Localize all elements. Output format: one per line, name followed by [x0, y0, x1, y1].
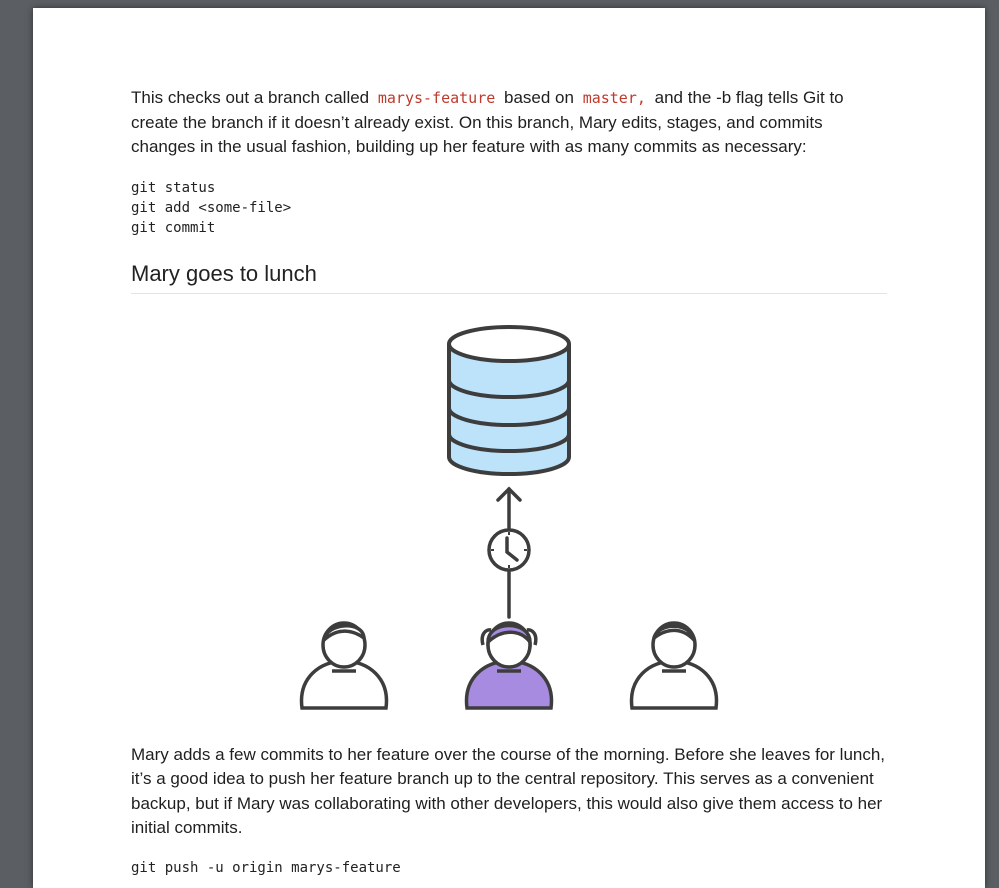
- lunch-paragraph: Mary adds a few commits to her feature over the course of the morning. Before she leaves for lunch, it’s a good idea to push her feature branch up to the central repository. This serves as a convenient backup, but if Mary was collaborating with other developers, this would also give them access to her initial commits.: [131, 744, 886, 837]
- developer-right-avatar: [632, 623, 717, 708]
- developer-left-avatar: [302, 623, 387, 708]
- database-icon: [449, 327, 569, 474]
- code-block-push: git push -u origin marys-feature: [131, 859, 401, 876]
- push-arrow-icon: [489, 489, 529, 617]
- intro-text-3: and the -b flag tells Git to create the branch if it doesn’t already exist. On this branch, Mary edits, stages, and commits changes in the usual fashion, building up her feature with as many commits as necessary:: [131, 88, 844, 156]
- illustration: [131, 312, 891, 722]
- document-content: [131, 86, 891, 878]
- document-page: [33, 8, 985, 888]
- mary-avatar: [467, 623, 552, 708]
- master-code: master,: [582, 89, 646, 107]
- code-block-commit: git status git add <some-file> git commit: [131, 179, 292, 236]
- intro-paragraph: [131, 86, 891, 160]
- intro-text-2: based on: [504, 88, 574, 107]
- branch-name-code: marys-feature: [377, 89, 496, 107]
- intro-text-1: This checks out a branch called: [131, 88, 370, 107]
- section-heading: Mary goes to lunch: [131, 261, 887, 294]
